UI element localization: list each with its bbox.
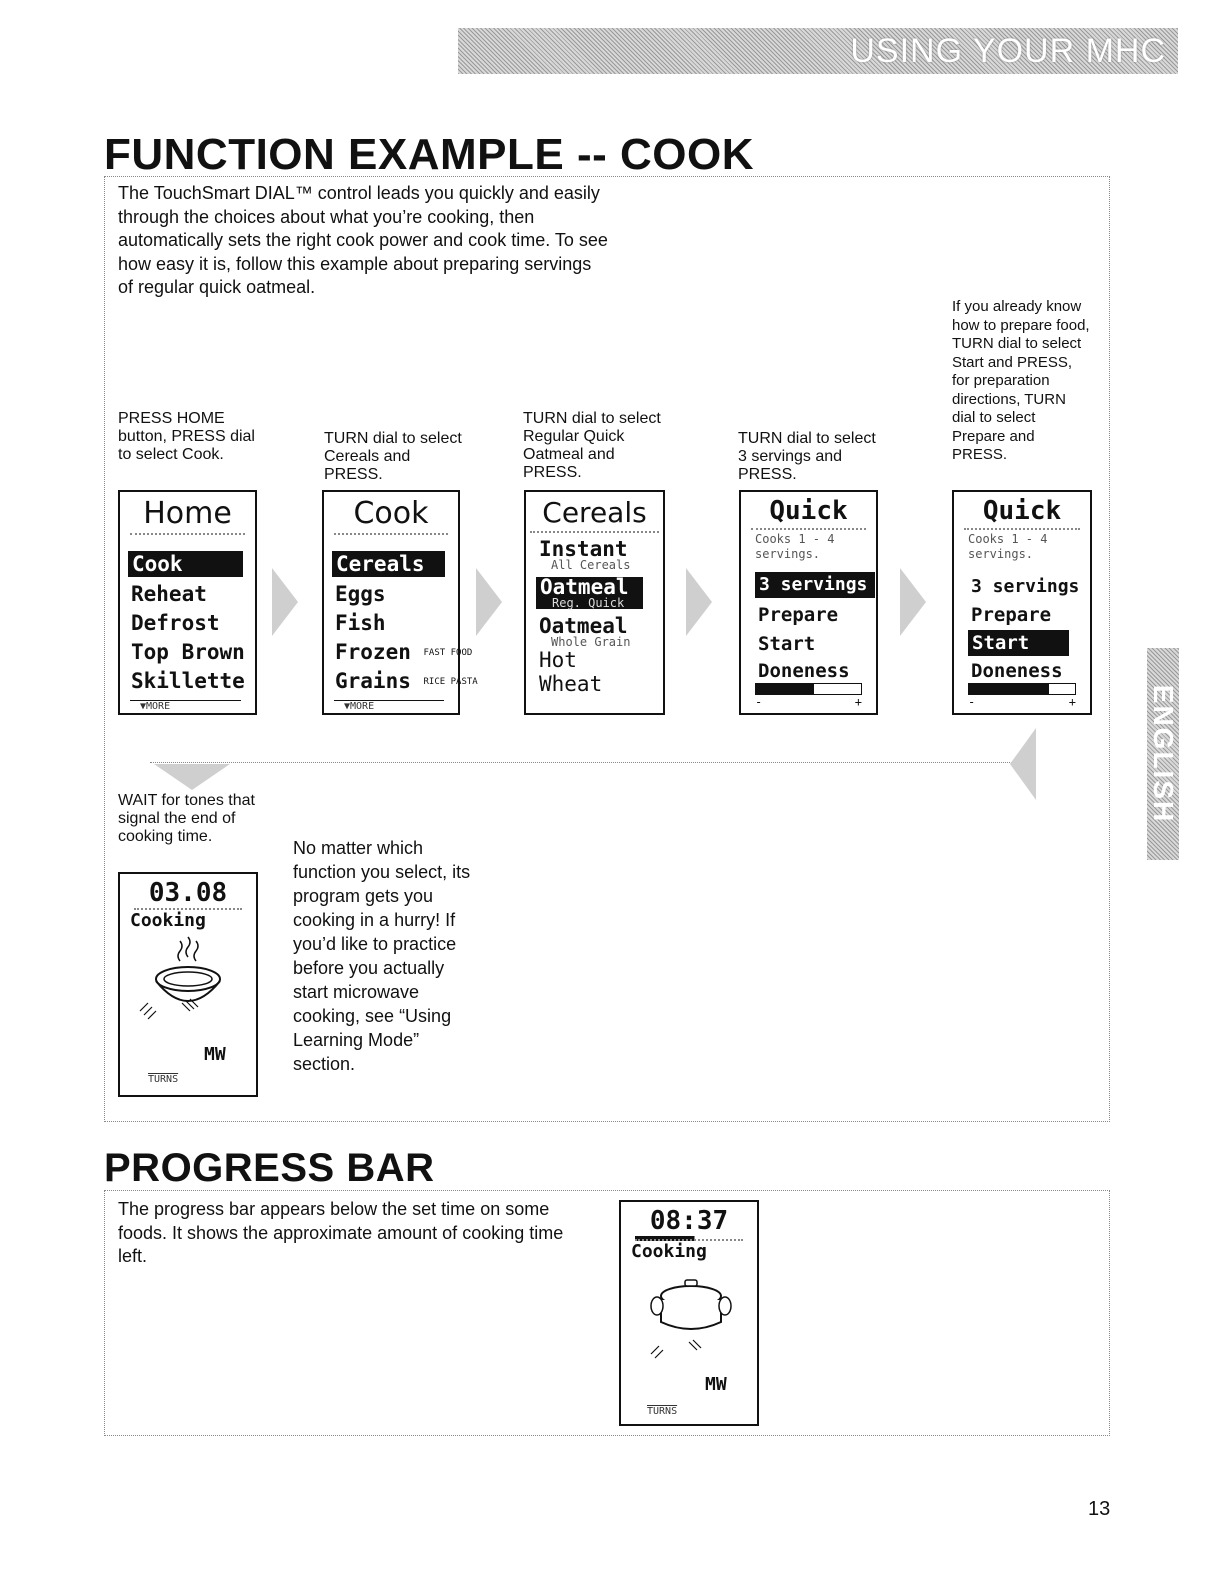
menu-item-doneness: Doneness bbox=[971, 660, 1063, 682]
more-indicator: ▼MORE bbox=[334, 700, 444, 712]
mw-indicator: MW bbox=[705, 1374, 727, 1395]
menu-item-defrost: Defrost bbox=[131, 611, 220, 635]
quick-screen-servings bbox=[739, 490, 878, 715]
quick-screen-sub-1: Cooks 1 - 4 bbox=[968, 532, 1048, 546]
menu-item-reheat: Reheat bbox=[131, 582, 207, 606]
home-screen-title: Home bbox=[130, 496, 245, 535]
menu-item-frozen-label: Frozen bbox=[335, 640, 411, 664]
cooking-time: 03.08 bbox=[134, 878, 242, 910]
menu-item-grains bbox=[332, 667, 478, 696]
menu-item-oatmeal-sub: Whole Grain bbox=[551, 635, 631, 649]
quick-screen-sub-2: servings. bbox=[968, 547, 1034, 561]
cereals-screen-title: Cereals bbox=[530, 496, 659, 533]
turns-indicator: TURNS bbox=[148, 1074, 179, 1085]
cook-screen-title: Cook bbox=[334, 496, 448, 535]
turns-indicator: TURNS bbox=[647, 1406, 678, 1417]
menu-item-instant bbox=[536, 539, 663, 571]
menu-item-oatmeal bbox=[536, 616, 663, 648]
quick-screen-sub-2: servings. bbox=[755, 547, 821, 561]
doneness-scale bbox=[968, 695, 1076, 709]
quick-screen-title: Quick bbox=[751, 496, 866, 530]
plus-label: + bbox=[854, 695, 862, 709]
menu-item-prepare: Prepare bbox=[758, 604, 839, 626]
rice-pasta-tag: RICE PASTA bbox=[423, 676, 478, 687]
menu-item-oatmeal-label: Oatmeal bbox=[539, 614, 628, 638]
progress-bar-screen bbox=[619, 1200, 759, 1426]
menu-item-oatmeal-selected bbox=[536, 577, 643, 609]
quick-screen-title: Quick bbox=[964, 496, 1080, 530]
plus-label: + bbox=[1068, 695, 1076, 709]
language-side-tab bbox=[1147, 648, 1179, 860]
menu-item-instant-sub: All Cereals bbox=[551, 558, 631, 572]
quick-screen-start bbox=[952, 490, 1092, 715]
wait-text: WAIT for tones that signal the end of cooking time. bbox=[118, 792, 255, 845]
language-side-tab-label: ENGLISH bbox=[1148, 684, 1179, 824]
menu-item-cereals-selected: Cereals bbox=[332, 551, 445, 577]
down-arrow-icon bbox=[154, 764, 230, 790]
progress-bar-title: PROGRESS BAR bbox=[104, 1146, 435, 1190]
menu-item-instant-label: Instant bbox=[539, 537, 628, 561]
doneness-bar-fill bbox=[969, 684, 1049, 694]
cooking-label: Cooking bbox=[130, 910, 206, 931]
bowl-icon bbox=[120, 931, 260, 1041]
header-banner bbox=[458, 28, 1178, 74]
home-screen bbox=[118, 490, 257, 715]
doneness-bar bbox=[755, 683, 862, 695]
progress-time: 08:37 bbox=[649, 1206, 729, 1236]
pot-icon bbox=[621, 1262, 761, 1362]
menu-item-hot: Hot bbox=[539, 648, 577, 672]
doneness-bar-fill bbox=[756, 684, 814, 694]
menu-item-eggs: Eggs bbox=[335, 582, 386, 606]
menu-item-skillette: Skillette bbox=[131, 669, 245, 693]
step-arrow-icon bbox=[272, 568, 298, 636]
menu-item-fish: Fish bbox=[335, 611, 386, 635]
menu-item-oatmeal-selected-sub: Reg. Quick bbox=[552, 596, 625, 610]
menu-item-top-brown: Top Brown bbox=[131, 640, 245, 664]
no-matter-text: No matter which function you select, its program gets you cooking in a hurry! If you’d like to practice before you actually start microwave cooking, see “Using Learning Mode” section. bbox=[293, 838, 471, 1074]
page-number: 13 bbox=[1088, 1498, 1111, 1520]
minus-label: - bbox=[755, 695, 763, 709]
menu-item-grains-label: Grains bbox=[335, 669, 411, 693]
menu-item-prepare: Prepare bbox=[971, 604, 1052, 626]
step-arrow-icon bbox=[686, 568, 712, 636]
menu-item-doneness: Doneness bbox=[758, 660, 850, 682]
header-banner-text: USING YOUR MHC bbox=[850, 32, 1166, 70]
menu-item-3-servings: 3 servings bbox=[971, 576, 1080, 597]
function-example-title: FUNCTION EXAMPLE -- COOK bbox=[104, 130, 754, 179]
step-arrow-icon bbox=[476, 568, 502, 636]
minus-label: - bbox=[968, 695, 976, 709]
cook-screen bbox=[322, 490, 478, 715]
menu-item-start-selected: Start bbox=[968, 630, 1069, 656]
menu-item-3-servings-selected: 3 servings bbox=[755, 572, 875, 598]
cereals-screen bbox=[524, 490, 665, 715]
step-arrow-icon bbox=[900, 568, 926, 636]
step-1-text: PRESS HOME button, PRESS dial to select Cook. bbox=[118, 410, 255, 463]
menu-item-oatmeal-selected-label: Oatmeal bbox=[540, 575, 629, 599]
progress-bar-text: The progress bar appears below the set time on some foods. It shows the approximate amount of cooking time left. bbox=[118, 1199, 564, 1266]
flow-line bbox=[150, 762, 1018, 763]
fast-food-tag: FAST FOOD bbox=[423, 647, 473, 658]
menu-item-start: Start bbox=[758, 633, 816, 655]
mw-indicator: MW bbox=[204, 1044, 226, 1065]
quick-screen-sub-1: Cooks 1 - 4 bbox=[755, 532, 835, 546]
cooking-screen bbox=[118, 872, 258, 1097]
function-example-intro: The TouchSmart DIAL™ control leads you quickly and easily through the choices about what you’re cooking, then automatically sets the right cook power and cook time. To see how easy it is, follow this example about preparing servings of regular quick oatmeal. bbox=[118, 183, 608, 297]
doneness-bar bbox=[968, 683, 1076, 695]
menu-item-cook-selected: Cook bbox=[128, 551, 243, 577]
return-arrow-icon bbox=[1010, 728, 1036, 800]
prepare-note: If you already know how to prepare food, TURN dial to select Start and PRESS, for preparation directions, TURN dial to select Prepare and PRESS. bbox=[952, 298, 1090, 463]
menu-item-frozen bbox=[332, 638, 473, 667]
more-indicator: ▼MORE bbox=[130, 700, 241, 712]
menu-item-wheat: Wheat bbox=[539, 672, 603, 696]
step-3-text: TURN dial to select Regular Quick Oatmeal and PRESS. bbox=[523, 410, 661, 481]
step-4-text: TURN dial to select 3 servings and PRESS. bbox=[738, 430, 876, 483]
step-2-text: TURN dial to select Cereals and PRESS. bbox=[324, 430, 462, 483]
progress-cooking-label: Cooking bbox=[631, 1241, 707, 1262]
doneness-scale bbox=[755, 695, 862, 709]
